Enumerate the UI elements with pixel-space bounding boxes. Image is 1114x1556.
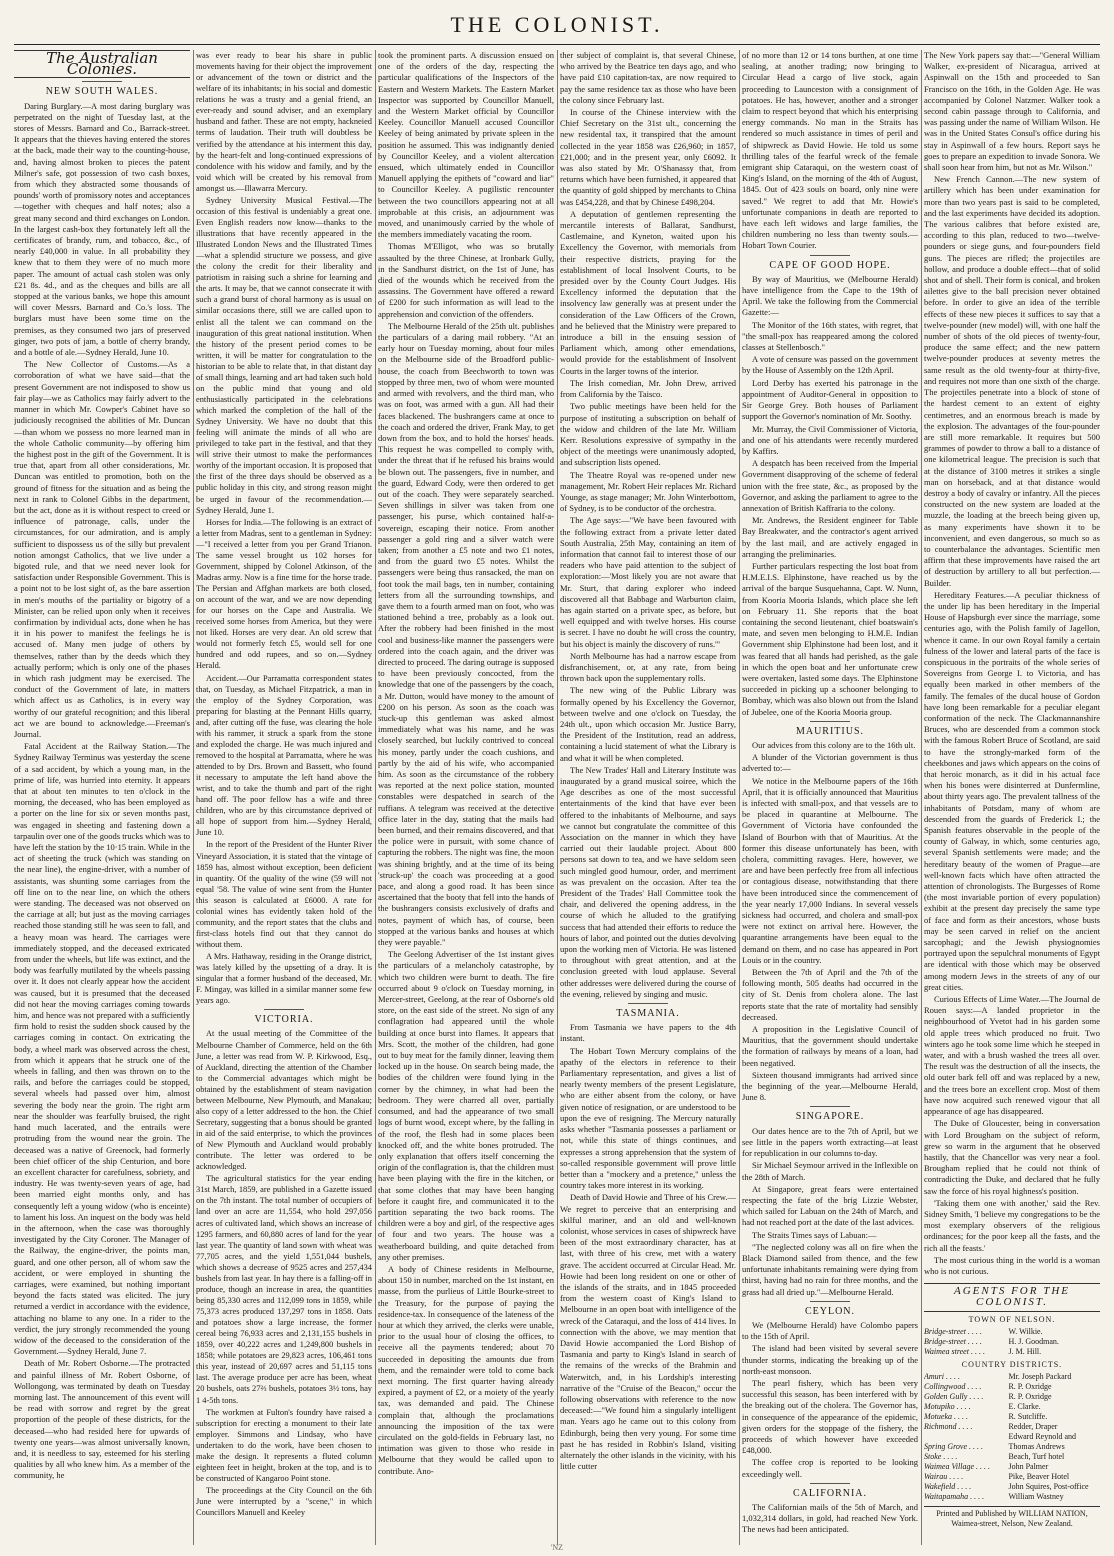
- agent-name: R. P. Oxridge: [1008, 1381, 1052, 1391]
- article-paragraph: Between the 7th of April and the 7th of the following month, 505 deaths had occurred in the city of St. Denis from cholera alone. The last reports state that the rate of mortality had sensibly decreased.: [742, 967, 918, 1022]
- agent-place: Spring Grove . . . .: [924, 1441, 984, 1451]
- article-paragraph: of no more than 12 or 14 tons burthen, at one time sealing, at another trading; now bringing to Circular Head a cargo of live stock, again proceeding to Launceston with a consignment of potatoes. He has, however, another and a stronger claim to respect beyond that which his enterprising energy commands. No man in the Straits has rendered so much assistance in times of peril and of shipwreck as David Howie. He told us some thrilling tales of the fearful wreck of the female emigrant ship Cataraqui, on the western coast of King's Island, on the morning of the 4th of August, 1845. Out of 423 souls on board, only nine were saved." We regret to add that Mr. Howie's unfortunate companions in death are reported to have each left widows and large families, the children numbering no less than twenty souls.—Hobart Town Courier.: [742, 50, 918, 251]
- article-paragraph: A proposition in the Legislative Council of Mauritius, that the government should undertake the formation of railways by means of a loan, had been negatived.: [742, 1024, 918, 1068]
- agent-row: [924, 1422, 1100, 1432]
- agent-row: [924, 1472, 1100, 1482]
- section-heading: MAURITIUS.: [795, 725, 865, 737]
- agent-row: [924, 1347, 1100, 1357]
- article-paragraph: Thomas M'Elligot, who was so brutally assaulted by the three Chinese, at Ironbark Gully, in the Sandhurst district, on the 1st of June, has died of the wounds which he received from the assassins. The Government have offered a reward of £200 for such information as will lead to the apprehension and conviction of the offenders.: [378, 241, 554, 319]
- agent-place: Waitapamaha . . . .: [924, 1491, 985, 1501]
- agent-place: Motupiko . . . .: [924, 1401, 971, 1411]
- section-heading: NEW SOUTH WALES.: [45, 86, 159, 98]
- masthead: THE COLONIST.: [450, 12, 664, 37]
- agent-place: Amuri . . . .: [924, 1371, 960, 1381]
- article-paragraph: In course of the Chinese interview with the Chief Secretary on the 31st ult., concerning the new residental tax, it transpired that the amount collected in the year 1858 was £26,960; in 1857, £21,000; and in the present year, only £6092. It was also stated by Mr. O'Shanassy that, from returns which have been furnished, it appeared that the quantity of gold shipped by merchants to China was £454,228, and that by Chinese £498,204.: [560, 107, 736, 207]
- agent-name: W. Wilkie.: [1008, 1326, 1043, 1336]
- agent-row: [924, 1402, 1100, 1412]
- column-rule: [921, 50, 922, 1545]
- column-3: [378, 50, 554, 1545]
- agent-place: Bridge-street . . . .: [924, 1336, 982, 1346]
- article-paragraph: Death of Mr. Robert Osborne.—The protracted and painful illness of Mr. Robert Osborne, of Wollongong, was terminated by death on Tuesday morning last. The announcement of this event will be read with sorrow and regret by the great proportion of the people of these districts, for the deceased—who had resided here for upwards of twenty one years—was almost universally known, and, it is needless to say, esteemed for his sterling qualities by all who knew him. As a member of the community, he: [14, 1358, 190, 1481]
- article-paragraph: Our dates hence are to the 7th of April, but we see little in the papers worth extracting—at least for republication in our columns to-day.: [742, 1125, 918, 1159]
- article-paragraph: Mr. Murray, the Civil Commissioner of Victoria, and one of his attendants were recently murdered by Kaffirs.: [742, 423, 918, 456]
- article-paragraph: Further particulars respecting the lost boat from H.M.E.I.S. Elphinstone, have reached us by the arrival of the barque Susquehanna, Capt. W. Nunn, from Kooria Mooria Islands, which place she left on February 11. She reports that the boat containing the second lieutenant, chief boatswain's mate, and seven men belonging to H.M.E. Indian Government ship Elphinstone had been lost, and it was feared that all hands had perished, as the gale in which the open boat and her unfortunate crew were overtaken, lasted some days. The Elphinstone succeeded in picking up a schooner belonging to Bombay, which was also blown out from the Island of Jubelee, one of the Kooria Mooria group.: [742, 560, 918, 717]
- column-rule: [375, 50, 376, 1545]
- section-heading: CALIFORNIA.: [792, 1487, 868, 1499]
- article-paragraph: Sixteen thousand immigrants had arrived since the beginning of the year.—Melbourne Herald, June 8.: [742, 1069, 918, 1103]
- article-paragraph: Lord Derby has exerted his patronage in the appointment of Auditor-General in opposition to Sir George Grey. Both houses of Parliament support the Governor's nomination of Mr. Soothy.: [742, 377, 918, 422]
- article-paragraph: The Geelong Advertiser of the 1st instant gives the particulars of a melancholy catastrophe, by which two children were burnt to death. The fire occurred about 9 o'clock on Tuesday morning, in Mercer-street, Geelong, at the rear of Osborne's old store, on the east side of the street. No sign of any conflagration had appeared until the whole building at once burst into flames. It appears that Mrs. Scott, the mother of the children, had gone out to buy meat for the family dinner, leaving them locked up in the house. On search being made, the bodies of the children were found lying in the corner by the chimney, in what had been the bedroom. They were charred all over, partially consumed, and had the appearance of two small logs of burnt wood, except where, by the falling in of the roof, the flesh had in some places been knocked off, and the white bones protruded. The only explanation that offers itself concerning the origin of the conflagration is, that the children must have been playing with the fire in the kitchen, or that some clothes that may have been hanging before it caught fire, and communicated it to the partition separating the two back rooms. The children were a boy and girl, of the respective ages of four and two years. The house was a weatherboard building, and quite detached from any other premises.: [378, 949, 554, 1262]
- agent-place: Waimea street . . . .: [924, 1346, 985, 1356]
- article-paragraph: The workmen at Fulton's foundry have raised a subscription for erecting a monument to their late employer. Simmons and Lindsay, who have undertaken to do the work, have been chosen to make the design. It represents a fluted column eighteen feet in height, broken at the top, and is to be constructed of Kangaroo Point stone.: [196, 1407, 372, 1483]
- agent-place: Golden Gully . . . .: [924, 1391, 984, 1401]
- column-5: [742, 50, 918, 1545]
- article-paragraph: The coffee crop is reported to be looking exceedingly well.: [742, 1457, 918, 1479]
- column-4: [560, 50, 736, 1545]
- agent-name: William Wastney: [1008, 1491, 1064, 1501]
- agent-place: [924, 1432, 1008, 1442]
- agents-table: [924, 1327, 1100, 1357]
- agent-row: [924, 1327, 1100, 1337]
- agent-row: [924, 1337, 1100, 1347]
- agent-row: [924, 1442, 1100, 1452]
- agent-row: [924, 1372, 1100, 1382]
- agent-name: John Squires, Post-office: [1008, 1481, 1089, 1491]
- article-paragraph: Horses for India.—The following is an extract of a letter from Madras, sent to a gentleman in Sydney:—"I received a letter from you per Grand Trianon. The same vessel brought us 102 horses for Government, shipped by Colonel Atkinson, of the Madras army. Now is a fine time for the horse trade. The Persian and Affghan markets are both closed, on account of the war, and we are now depending for our horses on the Cape and Australia. We received some horses from America, but they were not liked. Horses are very dear. An old screw that would not formerly fetch £5, would sell for one hundred and odd rupees, and so on.—Sydney Herald.: [196, 517, 372, 671]
- article-paragraph: The pearl fishery, which has been very successful this season, has been interfered with by the breaking out of the cholera. The Governor has, in consequence of the appearance of the epidemic, given orders for the stoppage of the fishery, the proceeds of which however have exceeded £48,000.: [742, 1377, 918, 1456]
- article-paragraph: Sydney University Musical Festival.—The occasion of this festival is undeniably a great one. Even English readers now know—thanks to the illustrations that have recently appeared in the Illustrated London News and the Illustrated Times—what a splendid structure we possess, and give the colony the credit for their liberality and patriotism in raising such a shrine for learning and the arts. It may be, that we cannot consecrate it with such a grand burst of choral harmony as is usual on similar occasions there, still we are called upon to enlist all the talent we can command on the inauguration of this great national institution. When the history of the present period comes to be written, it will be matter for congratulation to the historian to be able to relate that, in that distant day of small things, learning and art had taken such hold on the public mind that young and old enthusiastically participated in the celebrations which marked the completion of the hall of the Sydney University. We have no doubt that this feeling will animate the minds of all who are privileged to take part in the festival, and that they will strive their utmost to make the performances worthy of the important occasion. It is proposed that the first of the three days should be observed as a public holiday in this city, and strong reason might be urged in favour of the recommendation.—Sydney Herald, June 1.: [196, 195, 372, 515]
- section-heading: CAPE OF GOOD HOPE.: [769, 259, 891, 271]
- agent-name: Redder, Draper: [1008, 1421, 1058, 1431]
- article-paragraph: North Melbourne has had a narrow escape from disfranchisement, or, at any rate, from being thrown back upon the supplementary rolls.: [560, 650, 736, 684]
- agent-row: [924, 1482, 1100, 1492]
- article-paragraph: The Melbourne Herald of the 25th ult. publishes the particulars of a daring mail robbery. "At an early hour on Tuesday morning, about four miles on the Melbourne side of the Broadford public-house, the coach from Beechworth to town was stopped by three men, two of whom were mounted and armed with revolvers, and the third man, who was on foot, was armed with a gun. All had their faces blackened. The bushrangers came at once to the coach and ordered the driver, Frank May, to get down from the box, and to hold the horses' heads. This request he was compelled to comply with, under the threat that if he refused his brains would be blown out. The passengers, five in number, and the guard, Edward Cody, were then ordered to get out of the coach. They were separately searched. Seven shillings in silver was taken from one passenger, his purse, which contained half-a-sovereign, escaping their notice. From another passenger a gold ring and a silver watch were taken; from another a £5 note and two £1 notes, and from the guard two £5 notes. Whilst the passengers were being thus ransacked, the man on foot took the mail bags, ten in number, containing letters from all the surrounding townships, and gave them to a fourth armed man on foot, who was stationed behind a tree, probably as a look out. After the robbery had been finished in the most cool and business-like manner the passengers were ordered into the coach again, and the driver was directed to proceed. The daring outrage is supposed to have been previously concocted, from the knowledge that one of the passengers by the coach, a Mr. Dutton, would have money to the amount of £200 on his person. As soon as the coach was stuck-up this gentleman was asked almost immediately what was his name, and he was closely searched, but luckily contrived to conceal his money, partly under the coach cushions, and partly by the aid of his wife, who accompanied him. As soon as the circumstance of the robbery was reported at the next police station, mounted constables were despatched in search of the ruffians. A telegram was received at the detective office later in the day, stating that the mails had been burned, and their remains discovered, and that the police were in pursuit, with some chance of capturing the robbers. The night was fine, the moon was shining brightly, and at the time of its being 'struck-up' the coach was proceeding at a good pace, and along a good road. It has been since ascertained that the booty that fell into the hands of the bushrangers consists exclusively of drafts and notes, payment of which has, of course, been stopped at the various banks and houses at which they were payable.": [378, 320, 554, 948]
- agents-subheading: COUNTRY DISTRICTS.: [961, 1359, 1063, 1369]
- agents-subheading: TOWN OF NELSON.: [968, 1314, 1056, 1324]
- agent-row: [924, 1392, 1100, 1402]
- section-divider: [82, 81, 122, 82]
- imprint: Printed and Published by WILLIAM NATION, Waimea-street, Nelson, New Zealand.: [924, 1506, 1100, 1529]
- agent-place: Collingwood . . . .: [924, 1381, 982, 1391]
- agent-name: E. Clarke.: [1008, 1401, 1041, 1411]
- article-paragraph: New French Cannon.—The new system of artillery which has been under examination for more than two years past is said to be completed, and the last experiments have decided its adoption. The various calibres that before existed are, according to this plan, reduced to two—twelve-pounders or siege guns, and four-pounders field guns. The pieces are rifled; the projectiles are hollow, and produce a double effect—that of solid shot and of shell. Their form is conical, and broken ailettes give to the ball precision never obtained before. In order to give an idea of the terrible effects of these new pieces it suffices to say that a twelve-pounder (new model) will, with one half the number of shots of the old pieces of twenty-four, produce the same effect; and the new pattern twelve-pounder produces at seventy metres the same result as the old twenty-four at thirty-five, and requires not more than one sixth of the charge. The projectiles penetrate into a block of stone of the hardest cement to an extent of eighty centimetres, and an enormous breach is made by the explosion. The advantages of the four-pounder are still more remarkable. It requires but 500 grammes of powder to throw a ball to a distance of one kilometrical league. The precision is such that at the distance of 3100 metres it strikes a single man on horseback, and at that distance would destroy a body of cavalry or infantry. All the pieces constructed on the new system are loaded at the muzzle, the loading at the breech being given up, as many experiments have shown it to be inconvenient, and even dangerous, so much so as to counterbalance the advantages. Scientific men affirm that these improvements have raised the art of destruction by artillery to all but perfection.—Builder.: [924, 174, 1100, 588]
- agent-name: Thomas Andrews: [1008, 1441, 1065, 1451]
- section-divider: [810, 1106, 850, 1107]
- agent-place: Bridge-street . . . .: [924, 1326, 982, 1336]
- article-paragraph: At the usual meeting of the Committee of the Melbourne Chamber of Commerce, held on the 6th June, a letter was read from W. P. Kirkwood, Esq., of Auckland, directing the attention of the Chamber to the Commercial advantages which might be obtained by the establishment of steam navigation between Melbourne, New Plymouth, and Manakau; also copy of a letter addressed to the hon. the Chief Secretary, suggesting that a bonus should be granted in aid of the said enterprise, to which the provinces of New Plymouth and Auckland would probably contribute. The letter was ordered to be acknowledged.: [196, 1029, 372, 1172]
- article-paragraph: "The neglected colony was all on fire when the Black Diamond sailed from thence, and the few unfortunate inhabitants remaining were dying from thirst, having had no rain for three months, and the grass had all dried up."—Melbourne Herald.: [742, 1241, 918, 1297]
- article-paragraph: Curious Effects of Lime Water.—The Journal de Rouen says:—A landed proprietor in the neighbourhood of Yvetot had in his garden some old apple trees which produced no fruit. Two winters ago he took some lime which he steeped in water, and with a brush washed the trees all over. The result was the destruction of all the insects, the old outer bark fell off and was replaced by a new, and the trees bore an excellent crop. Most of them have now acquired such renewed vigour that all appearance of age has disappeared.: [924, 994, 1100, 1117]
- article-paragraph: Sir Michael Seymour arrived in the Inflexible on the 28th of March.: [742, 1160, 918, 1182]
- agent-name: John Palmer: [1008, 1461, 1049, 1471]
- agent-place: Richmond . . . .: [924, 1421, 973, 1431]
- article-paragraph: A blunder of the Victorian government is thus adverted to:—: [742, 752, 918, 774]
- column-1: [14, 50, 190, 1545]
- column-rule: [193, 50, 194, 1545]
- article-paragraph: A deputation of gentlemen representing the mercantile interests of Ballarat, Sandhurst, Castlemaine, and Kyneton, waited upon his Excellency the Governor, with memorials from their respective districts, praying for the establishment of local Insolvent Courts, to be presided over by the County Court Judges. His Excellency informed the deputation that the insolvency law generally was at present under the consideration of the Law Officers of the Crown, and he believed that the Ministry were prepared to introduce a bill in the ensuing session of Parliament which, among other emendations, would provide for the establishment of Insolvent Courts in the larger towns of the interior.: [560, 208, 736, 376]
- section-divider: [810, 721, 850, 722]
- article-paragraph: Fatal Accident at the Railway Station.—The Sydney Railway Terminus was yesterday the scene of a sad accident, by which a young man, in the prime of life, was hurried into eternity. It appears that at about ten minutes to ten o'clock in the morning, the deceased, who has been employed as a porter on the line for six or seven months past, was engaged in sheeting and fastening down a tarpaulin over one of the goods trucks which was to have left the station by the 10·15 train. While in the act of sheeting the truck (which was standing on the near line), the engine-driver, with a number of assistants, was shunting some carriages from the off line on to the near line, on which the others were standing. The deceased was not observed on the carriage at all; but just as the moving carriages reached those standing still he was seen to fall, and a heavy moan was heard. The carriages were immediately stopped, and the deceased extricated from under the wheels, but life was extinct, and the body was fearfully mutilated by the wheels passing over it. It does not clearly appear how the accident was caused, but it is presumed that the deceased did not hear the moving carriages coming towards him, and hence was not prepared with a sufficiently firm hold to resist the sudden shock caused by the carriages coming in contact. On extricating the body, a wheel mark was observed across the chest, from which it appears that he struck one of the wheels in falling, and then was thrown on to the rails, and before the carriages could be stopped, several wheels had passed over him, almost severing the body near the groin. The right arm near the shoulder was fearfully bruised, the right hand much lacerated, and the entrails were protruding from the wound near the groin. The deceased was a native of Greenock, had formerly been chief officer of the ship Centurion, and bore an excellent character for carefulness, sobriety, and industry. He was twenty-seven years of age, had been married eight months only, and has consequently left a young widow (who is enceinte) to lament his loss. An inquest on the body was held in the afternoon, when the case was thoroughly investigated by the City Coroner. The Manager of the Railway, the engine-driver, the points man, guard, and one other person, all of whom saw the accident, or were employed in shunting the carriages, were examined, but nothing important beyond the facts stated was elicited. The jury returned a verdict in accordance with the evidence, attaching no blame to any one. In a rider to the verdict, the jury strongly recommended the young widow of the deceased to the consideration of the Government.—Sydney Herald, June 7.: [14, 741, 190, 1357]
- section-heading: VICTORIA.: [254, 1014, 314, 1026]
- article-paragraph: By way of Mauritius, we (Melbourne Herald) have intelligence from the Cape to the 19th of April. We take the following from the Commercial Gazette:—: [742, 273, 918, 318]
- article-paragraph: Two public meetings have been held for the purpose of instituting a subscription on behalf of the widow and children of the late Mr. William Kerr. Resolutions expressive of sympathy in the object of the meetings were unanimously adopted, and subscription lists opened.: [560, 401, 736, 468]
- column-2: [196, 50, 372, 1545]
- article-paragraph: The New Collector of Customs.—As a corroboration of what we have said—that the present Government are not indisposed to show us fair play—we as Catholics may fairly advert to the manner in which Mr. Cowper's Cabinet have so judiciously recognised the abilities of Mr. Duncan—than whom we possess no more learned man in the whole Catholic community—by offering him the highest post in the gift of the Government. It is true that, apart from all other considerations, Mr. Duncan was entitled to promotion, both on the ground of fitness for the situation and as being the next in rank to Colonel Gibbs in the department, but the act, done as it is without respect to creed or influence of patronage, calls, under the circumstances, for our admiration, and is amply sufficient to dispossess us of the silly but prevalent notion amongst Catholics, that we live under a bigoted rule, and that we need never look for satisfaction under Responsible Government. This is a point not to be lost sight of, as the bare assertion in men's mouths of the partiality or bigotry of a Minister, can be relied upon only when it receives confirmation by individual acts, done when he has it in his power to manifest the feelings he is accused of. Many men judge of others by themselves, rather than by the deeds which they actually perform; which is only one of the phases in which rash judgment may be exercised. The conduct of the Government of late, in matters which affect us as Catholics, is in every way worthy of our grateful recognition; and this liberal act we are bound to acknowledge.—Freeman's Journal.: [14, 359, 190, 739]
- article-paragraph: In the report of the President of the Hunter River Vineyard Association, it is stated that the vintage of 1859 has, almost without exception, been deficient in quantity. Of the quality of the wine (59 will not equal '58. The value of wine sent from the Hunter this season is calculated at £6000. A rate for colonial wines has evidently taken hold of the community, and the report states that the clubs and first-class hotels find out that they cannot do without them.: [196, 840, 372, 949]
- article-paragraph: Death of David Howie and Three of his Crew.—We regret to perceive that an enterprising and skilful mariner, and an old and well-known colonist, whose services in cases of shipwreck have been of the most extraordinary character, has at last, with three of his crew, met with a watery grave. The accident occurred at Circular Head. Mr. Howie had been long resident on one or other of the islands of the straits, and in 1845 proceeded from the western coast of King's Island to Melbourne in an open boat with intelligence of the wreck of the Cataraqui, and the loss of 414 lives. In connection with the above, we may mention that David Howie accompanied the Lord Bishop of Tasmania and party to King's Island in search of the remains of the wrecks of the Brahmin and Waterwitch, and, in his Lordship's interesting narrative of the "Cruise of the Beacon," occur the following observations with reference to the now deceased:—"We found him a singularly intelligent man. Years ago he came out to this colony from Edinburgh, being then very young. For some time past he has resided in Robbin's Island, visiting alternately the other islands in the vicinity, with his little cutter: [560, 1192, 736, 1472]
- article-paragraph: Our advices from this colony are to the 16th ult.: [752, 739, 916, 750]
- agents-title: AGENTS FOR THE COLONIST.: [924, 1283, 1100, 1311]
- article-paragraph: We (Melbourne Herald) have Colombo papers to the 15th of April.: [742, 1319, 918, 1342]
- agent-row: [924, 1412, 1100, 1422]
- article-paragraph: Mr. Andrews, the Resident engineer for Table Bay Breakwater, and the contractor's agent arrived by the last mail, and are actively engaged in arranging the preliminaries.: [742, 515, 918, 559]
- agent-name: R. P. Oxridge: [1008, 1391, 1052, 1401]
- article-paragraph: The Age says:—"We have been favoured with the following extract from a private letter dated South Australia, 25th May, containing an item of information that cannot fail to interest those of our readers who have paid attention to the subject of exploration:—'Most likely you are not aware that Mr. Sturt, that daring explorer who indeed discovered all that Babbage and Warburton claim, has again started on a private spec, as before, but well equipped and with twelve horses. His course is secret. I have no doubt he will cross the country, but his object is mainly the discovery of runs.'": [560, 515, 736, 649]
- article-paragraph: The Duke of Gloucester, being in conversation with Lord Brougham on the subject of reform, grew so warm in the argument that he observed hastily, that the Chancellor was very near a fool. Brougham replied that he could not think of contradicting the Duke, and declared that he fully saw the force of his royal highness's position.: [924, 1118, 1100, 1196]
- column-rule: [739, 50, 740, 1545]
- section-divider: [264, 1009, 304, 1010]
- article-paragraph: A vote of censure was passed on the government by the House of Assembly on the 12th April.: [742, 354, 918, 376]
- article-paragraph: was ever ready to bear his share in public movements having for their object the improvement or advancement of the town or district and the welfare of its inhabitants; in his social and domestic relations he was a trusty and a genial friend, an ever-ready and sound adviser, and an exemplary husband and father. These are not empty, hackneied terms of laudation. Their truth will doubtless be verified by the attendance at his interment this day, by the heart-felt and long-continued expressions of condolence with his widow and family, and by the void which will be created by his removal from amongst us.—Illawarra Mercury.: [196, 51, 372, 193]
- article-paragraph: Hereditary Features.—A peculiar thickness of the under lip has been hereditary in the Imperial House of Hapsburgh ever since the marriage, some centuries ago, with the Polish family of Jagellon, whence it came. In our own Royal family a certain fulness of the lower and lateral parts of the face is conspicuous in the portraits of the whole series of Sovereigns from George I. to Victoria, and has equally been marked in other members of the family. The females of the ducal house of Gordon have long been remarkable for a peculiar elegant conformation of the neck. The Clackmannanshire Bruces, who are descended from a common stock with the famous Robert Bruce of Scotland, are said to have the strongly-marked form of the cheekbones and jaws which appears on the coins of that heroic monarch, as it did in his actual face when his bones were disinterred at Dunfermline, about thirty years ago. The prevalent tallness of the inhabitants of Potsdam, many of whom are descended from the guards of Frederick I.; the Spanish features observable in the people of the county of Galway, in which, some centuries ago, several Spanish settlements were made; and the hereditary beauty of the women of Prague—are well-known facts which have often attracted the attention of chronologists. The Burgesses of Rome (the most invariable portion of every population) exhibit at the present day precisely the same type of face and form as their ancestors, whose busts may be seen carved in relief on the ancient sarcophagi; and the Jewish physiognomies portrayed upon the sepulchral monuments of Egypt are identical with those which may be observed among modern Jews in the streets of any of our great cities.: [924, 589, 1100, 992]
- article-paragraph: The most curious thing in the world is a woman who is not curious.: [924, 1254, 1100, 1276]
- agent-place: Stoke . . . .: [924, 1451, 958, 1461]
- agent-name: Beach, Turf hotel: [1008, 1451, 1065, 1461]
- agent-row: [924, 1462, 1100, 1472]
- agents-table: [924, 1372, 1100, 1502]
- agent-place: Wairau . . . .: [924, 1471, 964, 1481]
- article-paragraph: We notice in the Melbourne papers of the 16th April, that it is officially announced that Mauritius is infected with small-pox, and that vessels are to be placed in quarantine at Melbourne. The Government of Victoria have confounded the Island of Bourbon with that of Mauritius. At the former this disease unfortunately has been, with cholera, committing ravages. Here, however, we are and have been perfectly free from all infectious or contagious disease, notwithstanding that there have been introduced since the commencement of the year nearly 17,000 Indians. In several vessels sickness had occurred, and cholera and small-pox were not extinct on arrival here. However, the quarantine arrangements have been equal to the demand on them, and no case has appeared in Port Louis or in the country.: [742, 775, 918, 965]
- article-paragraph: The Straits Times says of Labuan:—: [752, 1229, 877, 1240]
- page-footer-mark: 'NZ: [550, 1543, 564, 1552]
- article-paragraph: The New York papers say that:—"General William Walker, ex-president of Nicaragua, arrived at Aspinwall on the 15th and proceeded to San Francisco on the 16th, in the Golden Age. He was accompanied by Colonel Natzmer. Walker took a second cabin passage through to California, and was passing under the name of William Wilson. He was in the United States Consul's office during his stay in Aspinwall of a few hours. Report says he goes to prepare an expedition to invade Sonora. We shall soon hear from him, but not as Mr. Wilson.": [924, 50, 1100, 173]
- agent-name: Pike, Beaver Hotel: [1008, 1471, 1070, 1481]
- article-paragraph: The Monitor of the 16th states, with regret, that "the small-pox has reappeared among the colored classes at Stellenbosch.": [742, 319, 918, 353]
- section-heading: SINGAPORE.: [795, 1111, 865, 1123]
- section-heading: CEYLON.: [804, 1305, 856, 1317]
- column-rule: [557, 50, 558, 1545]
- section-divider: [810, 255, 850, 256]
- section-heading: TASMANIA.: [616, 1008, 680, 1020]
- article-paragraph: The proceedings at the City Council on the 6th June were interrupted by a "scene," in which Councillors Manuell and Keeley: [196, 1486, 372, 1518]
- article-paragraph: The Theatre Royal was re-opened under new management, Mr. Robert Heir replaces Mr. Richard Younge, as stage manager; Mr. John Winterbottom, of Sydney, is to be conductor of the orchestra.: [560, 469, 736, 514]
- article-paragraph: The Irish comedian, Mr. John Drew, arrived from California by the Taisco.: [560, 377, 736, 400]
- article-paragraph: The new wing of the Public Library was formally opened by his Excellency the Governor, between twelve and one o'clock on Tuesday, the 24th ult., upon which occasion Mr. Justice Barry, the President of the Institution, read an address, containing a lucid statement of what the Library is and what it will be when completed.: [560, 685, 736, 763]
- masthead-rule: [14, 44, 1100, 45]
- agent-name: R. Sutcliffe.: [1008, 1411, 1048, 1421]
- section-divider: [810, 1301, 850, 1302]
- agent-name: J. M. Hill.: [1008, 1346, 1042, 1356]
- article-paragraph: The Californian mails of the 5th of March, and 1,032,314 dollars, in gold, had reached New York. The news had been anticipated.: [742, 1501, 918, 1535]
- agent-place: Wakefield . . . .: [924, 1481, 972, 1491]
- article-paragraph: The Hobart Town Mercury complains of the apathy of the electors in reference to their Parliamentary representation, and gives a list of nearly twenty members of the present Legislature, who are either absent from the colony, or have given notice of resignation, or are understood to be upon the eve of resigning. The Mercury naturally asks whether "Tasmania possesses a parliament or not, while this state of things continues, and expresses a strong apprehension that the system of so-called responsible government will prove little better than a "mockery and a pretence," unless the country takes more interest in its working.: [560, 1045, 736, 1191]
- agent-place: Motueka . . . .: [924, 1411, 968, 1421]
- agent-row: [924, 1382, 1100, 1392]
- article-paragraph: From Tasmania we have papers to the 4th instant.: [560, 1022, 736, 1044]
- article-paragraph: The agricultural statistics for the year ending 31st March, 1859, are published in a Gazette issued on the 7th instant. The total number of occupiers of land over an acre are 11,554, who hold 297,056 acres of cultivated land, which shows an increase of 1295 farmers, and 60,880 acres of land for the year last year. The quantity of land sown with wheat was 77,705 acres, and the yield 1,551,044 bushels, which shows a decrease of 9525 acres and 257,434 bushels from last year. In hay there is a falling-off in produce, though an increase in area, the quantities being 85,330 acres and 112,099 tons in 1859, while 75,373 acres produced 137,297 tons in 1858. Oats and potatoes show a large increase, the former cereal being 76,933 acres and 2,131,155 bushels in 1859, over 40,222 acres and 1,249,800 bushels in 1858; while potatoes are 29,823 acres, 106,461 tons this year, instead of 20,697 acres and 51,115 tons last. The average produce per acre has been, wheat 20 bushels, oats 27⅔ bushels, potatoes 3½ tons, hay 1 4-5th tons.: [196, 1174, 372, 1405]
- article-paragraph: Daring Burglary.—A most daring burglary was perpetrated on the night of Tuesday last, at the stores of Messrs. Barnard and Co., Barrack-street. It appears that the thieves having entered the stores at the back, made their way to the counting-house, and, having almost broken to pieces the patent Milner's safe, got possession of two cash boxes, from which they abstracted some thousands of pounds' worth of promissory notes and acceptances—together with cheques and half notes; also a great many second and third exchanges on London. In the largest cash-box they fortunately left all the certificates of brandy, rum, and tobacco, &c., of nearly £40,000 in value. In all probability they knew that to them they were of no much more paper. The amount of actual cash stolen was only £21 8s. 4d., and as the cheques and bills are all stopped at the various banks, we hope this amount will cover Messrs. Barnard and Co.'s loss. The burglars must have been some time on the premises, as they consumed two jars of preserved ginger, two pots of jam, a bottle of cherry brandy, and a bottle of ale.—Sydney Herald, June 10.: [14, 100, 190, 358]
- column-6: [924, 50, 1100, 1545]
- article-paragraph: A despatch has been received from the Imperial Government disapproving of the scheme of federal union with the free state, &c., as proposed by the Governor, and asking the parliament to agree to the annexation of British Kaffraria to the colony.: [742, 458, 918, 513]
- article-paragraph: The island had been visited by several severe thunder storms, indicating the breaking up of the north-east monsoon.: [742, 1343, 918, 1376]
- article-paragraph: A Mrs. Hathaway, residing in the Orange district, was lately killed by the upsetting of a dray. It is singular that a former husband of the deceased, Mr. F. Mingay, was killed in a similar manner some few years ago.: [196, 952, 372, 1006]
- agent-name: H. J. Goodman.: [1008, 1336, 1059, 1346]
- article-paragraph: A body of Chinese residents in Melbourne, about 150 in number, marched on the 1st instant, en masse, from the purlieus of Little Bourke-street to the Treasury, for the purpose of paying the residence-tax. In consequence of the lateness of the hour at which they arrived, the clerks were unable, prior to the usual hour of closing the offices, to receive all the payments tendered; about 70 succeeded in depositing the amounts due from them, and the remainder were told to come back next morning. The first quarter having already expired, a payment of £2, or a moiety of the yearly tax, was demanded and paid. The Chinese complain that, although the proclamations announcing the imposition of the tax were circulated on the gold-fields in February last, no intimation was given to those who reside in Melbourne that they would be called upon to contribute. Ano-: [378, 1263, 554, 1476]
- article-paragraph: The New Trades' Hall and Literary Institute was inaugurated by a grand musical soiree, which the Age describes as one of the most successful entertainments of the kind that have ever been offered to the inhabitants of Melbourne, and says we cannot but congratulate the committee of this Association on the manner in which they have carried out their laudable project. About 800 persons sat down to tea, and we have seldom seen such mingled good humour, order, and merriment as was prevalent on the occasion. After tea the President of the Trades' Hall Committee took the chair, and delivered the opening address, in the course of which he alluded to the gratifying success that had attended their efforts to reduce the hours of labor, and pointed out the duties devolving upon the working men of Victoria. He was listened to throughout with great attention, and at the conclusion greeted with loud applause. Several other addresses were delivered during the course of the evening, relieved by singing and music.: [560, 764, 736, 999]
- article-paragraph: took the prominent parts. A discussion ensued on one of the orders of the day, respecting the particular qualifications of the Inspectors of the Eastern and Western Markets. The Eastern Market Inspector was supported by Councillor Manuell, and the Western Market official by Councillor Keeley. Councillor Manuell accused Councillor Keeley of being animated by private spleen in the position he assumed. This was indignantly denied by Councillor Keeley, and a violent altercation ensued, which ultimately ended in Councillor Manuell applying the epithets of "coward and liar" to Councillor Keeley. A pugilistic rencounter between the two councillors appearing not at all improbable at this crisis, an adjournment was moved, and unanimously carried by the whole of the members immediately vacating the room.: [378, 50, 554, 240]
- section-divider: [628, 1003, 668, 1004]
- section-divider: [810, 1483, 850, 1484]
- article-paragraph: ther subject of complaint is, that several Chinese, who arrived by the Beatrice ten days ago, and who have paid £10 capitation-tax, are now required to pay the same residence tax as those who have been the colony since February last.: [560, 50, 736, 105]
- article-paragraph: At Singapore, great fears were entertained respecting the fate of the brig Lizzie Webster, which sailed for Labuan on the 24th of March, and had not reached port at the date of the last advices.: [742, 1183, 918, 1228]
- agent-row: [924, 1432, 1100, 1442]
- agent-name: Mr. Joseph Packard: [1008, 1371, 1072, 1381]
- agent-row: [924, 1452, 1100, 1462]
- agent-row: [924, 1492, 1100, 1502]
- article-paragraph: 'Taking them one with another,' said the Rev. Sidney Smith, 'I believe my congregations to be the most exemplary observers of the religious ordinances; for the poor keep all the fasts, and the rich all the feasts.': [924, 1197, 1100, 1253]
- section-banner: The Australian Colonies.: [14, 50, 190, 78]
- agent-place: Waimea Village . . . .: [924, 1461, 990, 1471]
- article-paragraph: Accident.—Our Parramatta correspondent states that, on Tuesday, as Michael Fitzpatrick, a man in the employ of the Sydney Corporation, was preparing for blasting at the Pennant Hills quarry, and, after cutting off the fuse, was clearing the hole with his rammer, it struck a spark from the stone and exploded the charge. He was much injured and removed to the hospital at Parramatta, where he was attended to by Drs. Brown and Bassett, who found it necessary to amputate the left hand above the wrist, and to take the thumb and part of the right hand off. The poor fellow has a wife and three children, who are by this circumstance deprived of all hope of support from him.—Sydney Herald, June 10.: [196, 673, 372, 838]
- agent-name: Edward Reynold and: [1008, 1431, 1077, 1441]
